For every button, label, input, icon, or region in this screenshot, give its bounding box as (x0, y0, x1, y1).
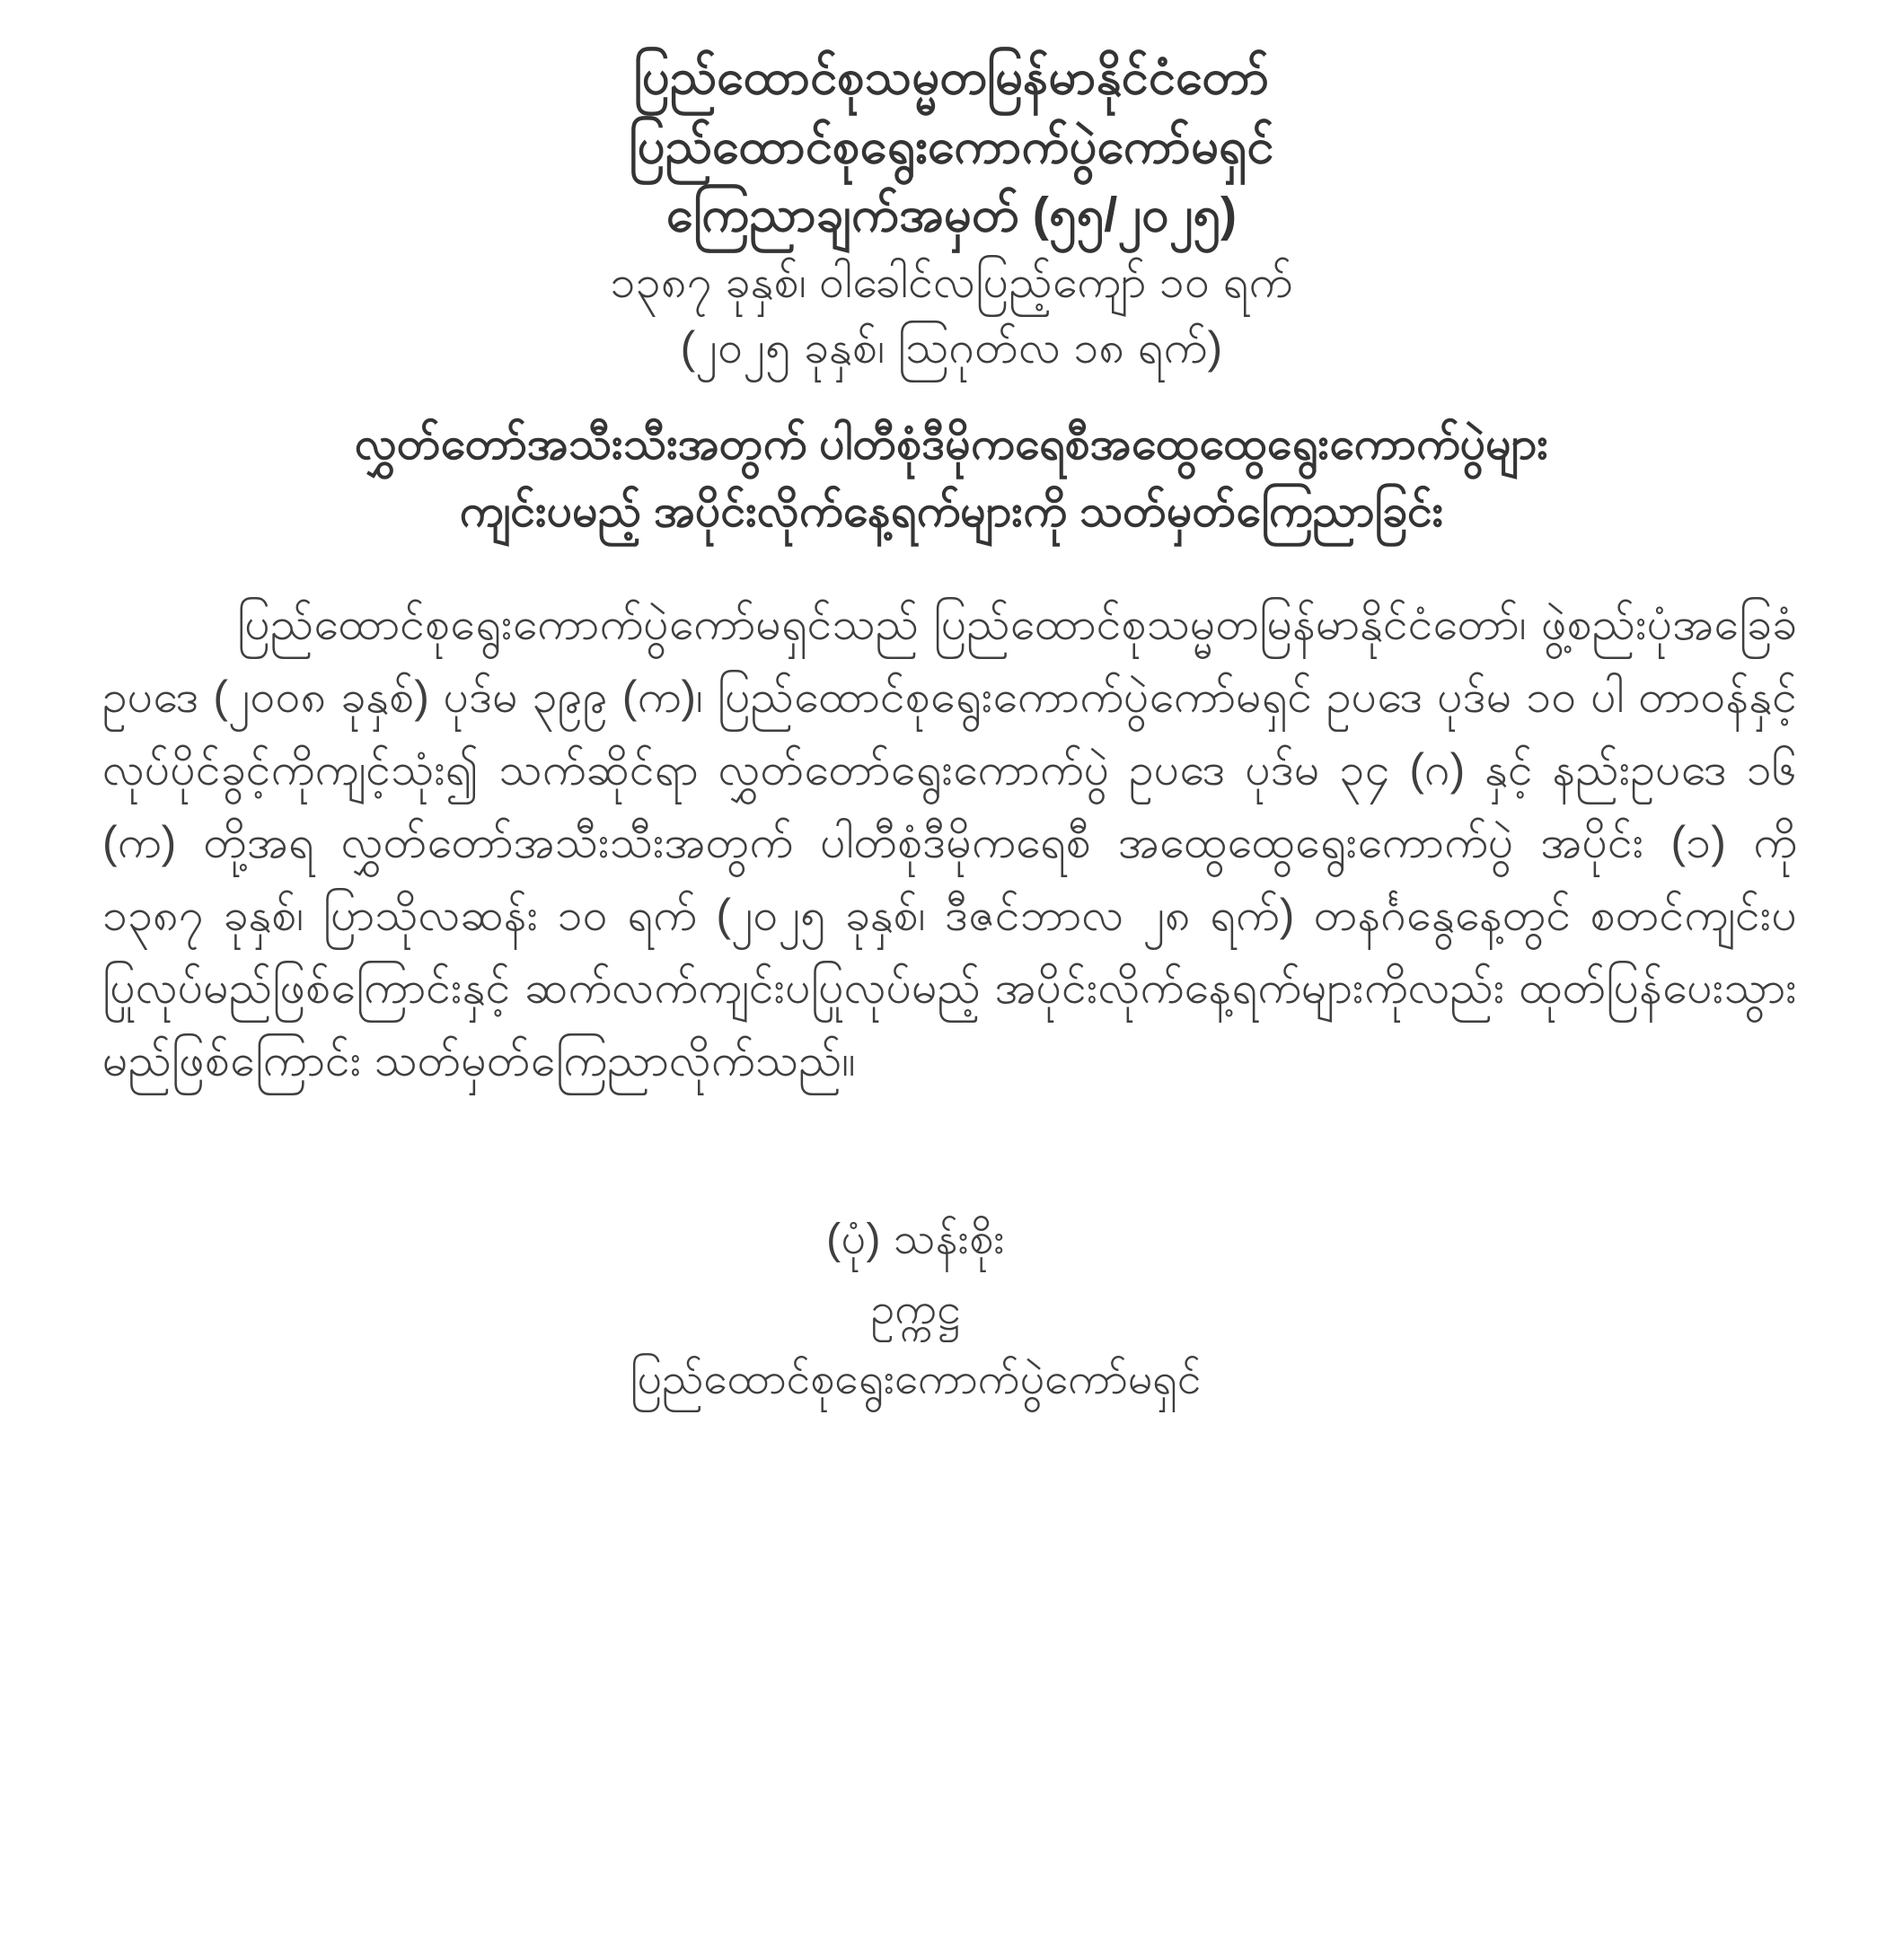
subject-line-2: ကျင်းပမည့် အပိုင်းလိုက်နေ့ရက်များကို သတ်မှတ်ကြေညာခြင်း (459, 486, 1444, 537)
header-country-line: ပြည်ထောင်စုသမ္မတမြန်မာနိုင်ငံတော် (633, 50, 1270, 104)
signature-title: ဥက္ကဋ္ဌ (870, 1285, 961, 1333)
document-subject (97, 410, 1806, 545)
signature-name: (ပုံ) သန်းစိုး (826, 1216, 1005, 1264)
header-announcement-number: ကြေညာချက်အမှတ် (၅၅/၂၀၂၅) (665, 188, 1238, 242)
header-date-burmese-calendar: ၁၃၈၇ ခုနှစ်၊ ဝါခေါင်လပြည့်ကျော် ၁၀ ရက် (610, 257, 1293, 308)
signature-block (97, 1205, 1806, 1414)
document-body-paragraph: ပြည်ထောင်စုရွေးကောက်ပွဲကော်မရှင်သည် ပြည်ထောင်စုသမ္မတမြန်မာနိုင်ငံတော်၊ ဖွဲ့စည်းပုံအခြေခံဥပဒေ (၂၀၀၈ ခုနှစ်) ပုဒ်မ ၃၉၉ (က)၊ ပြည်ထောင်စုရွေးကောက်ပွဲကော်မရှင် ဥပဒေ ပုဒ်မ ၁၀ ပါ တာဝန်နှင့် လုပ်ပိုင်ခွင့်ကိုကျင့်သုံး၍ သက်ဆိုင်ရာ လွှတ်တော်ရွေးကောက်ပွဲ ဥပဒေ ပုဒ်မ ၃၄ (ဂ) နှင့် နည်းဥပဒေ ၁၆ (က) တို့အရ လွှတ်တော်အသီးသီးအတွက် ပါတီစုံဒီမိုကရေစီ အထွေထွေရွေးကောက်ပွဲ အပိုင်း (၁) ကို ၁၃၈၇ ခုနှစ်၊ ပြာသိုလဆန်း ၁၀ ရက် (၂၀၂၅ ခုနှစ်၊ ဒီဇင်ဘာလ ၂၈ ရက်) တနင်္ဂနွေနေ့တွင် စတင်ကျင်းပပြုလုပ်မည်ဖြစ်ကြောင်းနှင့် ဆက်လက်ကျင်းပပြုလုပ်မည့် အပိုင်းလိုက်နေ့ရက်များကိုလည်း ထုတ်ပြန်ပေးသွားမည်ဖြစ်ကြောင်း သတ်မှတ်ကြေညာလိုက်သည်။ (102, 599, 1797, 1086)
subject-line-1: လွှတ်တော်အသီးသီးအတွက် ပါတီစုံဒီမိုကရေစီအထွေထွေရွေးကောက်ပွဲများ (354, 418, 1549, 470)
header-date-gregorian: (၂၀၂၅ ခုနှစ်၊ သြဂုတ်လ ၁၈ ရက်) (680, 321, 1223, 373)
signature-organization: ပြည်ထောင်စုရွေးကောက်ပွဲကော်မရှင် (630, 1355, 1202, 1403)
header-commission-line: ပြည်ထောင်စုရွေးကောက်ပွဲကော်မရှင် (629, 119, 1274, 173)
document-header (97, 43, 1806, 380)
